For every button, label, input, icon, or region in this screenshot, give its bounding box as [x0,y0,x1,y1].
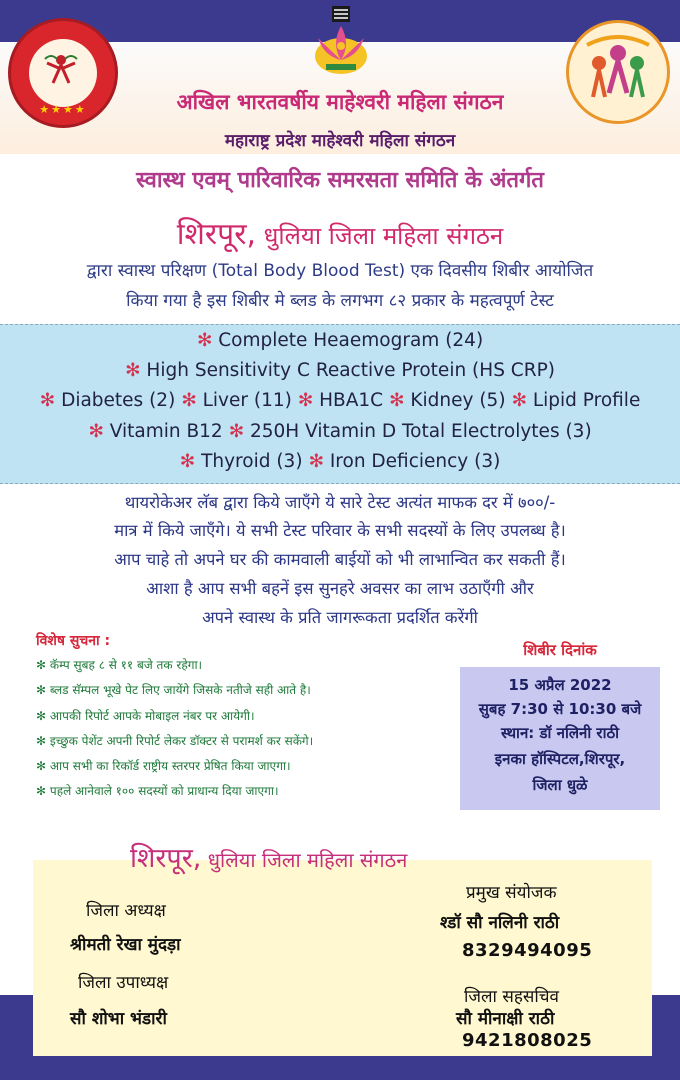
test-line [0,360,680,381]
notice-item [36,656,202,673]
office-label: जिला अध्यक्ष [86,901,166,921]
notice-item [36,782,279,799]
test-item: Iron Deficiency (3) [329,451,501,472]
asterisk-icon: ✻ [36,734,50,748]
test-line [0,421,680,442]
camp-details-panel [460,667,660,810]
asterisk-icon: ✻ [36,759,50,773]
camp-date-heading: शिबीर दिनांक [523,641,597,659]
phone-number[interactable]: 9421808025 [462,1030,593,1051]
asterisk-icon: ✻ [297,390,314,411]
asterisk-icon: ✻ [388,390,405,411]
asterisk-icon: ✻ [196,330,213,351]
test-item: Diabetes (2) [61,390,176,411]
office-holder-name: सौ मीनाक्षी राठी [456,1009,555,1029]
notice-heading: विशेष सुचना : [36,633,111,649]
district-heading [0,212,680,253]
office-label: प्रमुख संयोजक [466,883,557,903]
notice-text: इच्छुक पेशेंट अपनी रिपोर्ट लेकर डॉक्टर से परामर्श कर सकेंगे। [49,734,314,748]
asterisk-icon: ✻ [308,451,324,472]
district-name: धुलिया जिला महिला संगठन [256,222,504,250]
notice-text: आप सभी का रिकॉर्ड राष्ट्रीय स्तरपर प्रेषित किया जाएगा। [49,759,291,773]
intro-line: द्वारा स्वास्थ परिक्षण (Total Body Blood Test) एक दिवसीय शिबीर आयोजित [86,261,594,281]
test-item: Lipid Profile [532,390,641,411]
test-item: Thyroid (3) [201,451,303,472]
test-item: Complete Heaemogram (24) [218,330,484,351]
notice-text: ब्लड सॅम्पल भूखे पेट लिए जायेंगे जिसके नतीजे सही आते है। [49,683,311,697]
asterisk-icon: ✻ [181,390,197,411]
notice-item [36,757,291,774]
info-line: आप चाहे तो अपने घर की कामवाली बाईयों को भी लाभान्वित कर सकती हैं। [114,550,566,569]
asterisk-icon: ✻ [179,451,196,472]
lotus-om-logo [306,4,376,80]
org-name-state: महाराष्ट्र प्रदेश माहेश्वरी महिला संगठन [224,131,456,151]
notice-item [36,732,313,749]
asterisk-icon: ✻ [36,683,50,697]
notice-item [36,707,255,724]
camp-venue: स्थान: डॉ नलिनी राठी [500,724,620,742]
test-item: High Sensitivity C Reactive Protein (HS CRP) [146,360,555,381]
asterisk-icon: ✻ [228,421,245,442]
info-line: अपने स्वास्थ के प्रति जागरूकता प्रदर्शित करेंगी [202,608,478,627]
notice-text: आपकी रिपोर्ट आपके मोबाइल नंबर पर आयेगी। [49,709,255,723]
asterisk-icon: ✻ [36,658,50,672]
star-icon-row: ★★★★ [39,103,87,116]
test-item: Liver (11) [202,390,292,411]
asterisk-icon: ✻ [36,709,50,723]
phone-number[interactable]: 8329494095 [462,940,593,961]
test-line [0,390,680,411]
camp-time: सुबह 7:30 से 10:30 बजे [478,700,642,718]
office-holder-name: श्डॉ सौ नलिनी राठी [440,913,560,933]
camp-venue: जिला धुळे [532,776,588,794]
info-line: मात्र में किये जाऍंगे। ये सभी टेस्ट परिवार के सभी सदस्यों के लिए उपलब्ध है। [114,521,566,540]
asterisk-icon: ✻ [125,360,141,381]
test-item: Vitamin B12 [109,421,223,442]
city-name: शिरपूर, [176,217,257,252]
test-item: 250H Vitamin D Total Electrolytes (3) [250,421,592,442]
asterisk-icon: ✻ [36,784,50,798]
asterisk-icon: ✻ [88,421,104,442]
test-line [0,451,680,472]
asterisk-icon: ✻ [511,390,527,411]
test-line [0,330,680,351]
office-holder-name: श्रीमती रेखा मुंदड़ा [70,935,181,955]
footer-title [130,838,407,875]
info-line: आशा है आप सभी बहनें इस सुनहरे अवसर का लाभ उठाऍंगी और [146,579,534,598]
office-holder-name: सौ शोभा भंडारी [70,1009,167,1029]
asterisk-icon: ✻ [39,390,56,411]
office-label: जिला सहसचिव [464,987,560,1007]
test-item: HBA1C [319,390,384,411]
dancer-figure-icon [41,53,81,89]
camp-date: 15 अप्रैल 2022 [508,676,612,694]
footer-district: धुलिया जिला महिला संगठन [201,848,408,872]
notice-text: कॅम्प सुबह ८ से ११ बजे तक रहेगा। [49,658,203,672]
notice-item [36,681,311,698]
intro-line: किया गया है इस शिबीर मे ब्लड के लगभग ८२ प्रकार के महत्वपूर्ण टेस्ट [126,291,554,311]
org-name-national: अखिल भारतवर्षीय माहेश्वरी महिला संगठन [176,89,504,114]
footer-city: शिरपूर, [130,843,202,874]
camp-venue: इनका हॉस्पिटल,शिरपूर, [494,750,626,768]
info-line: थायरोकेअर लॅब द्वारा किये जाऍंगे ये सारे टेस्ट अत्यंत माफक दर में ७००/- [124,493,556,512]
test-item: Kidney (5) [410,390,506,411]
committee-title: स्वास्थ एवम् पारिवारिक समरसता समिति के अंतर्गत [136,167,544,193]
notice-text: पहले आनेवाले १०० सदस्यों को प्राधान्य दिया जाएगा। [49,784,279,798]
office-label: जिला उपाध्यक्ष [78,973,169,993]
